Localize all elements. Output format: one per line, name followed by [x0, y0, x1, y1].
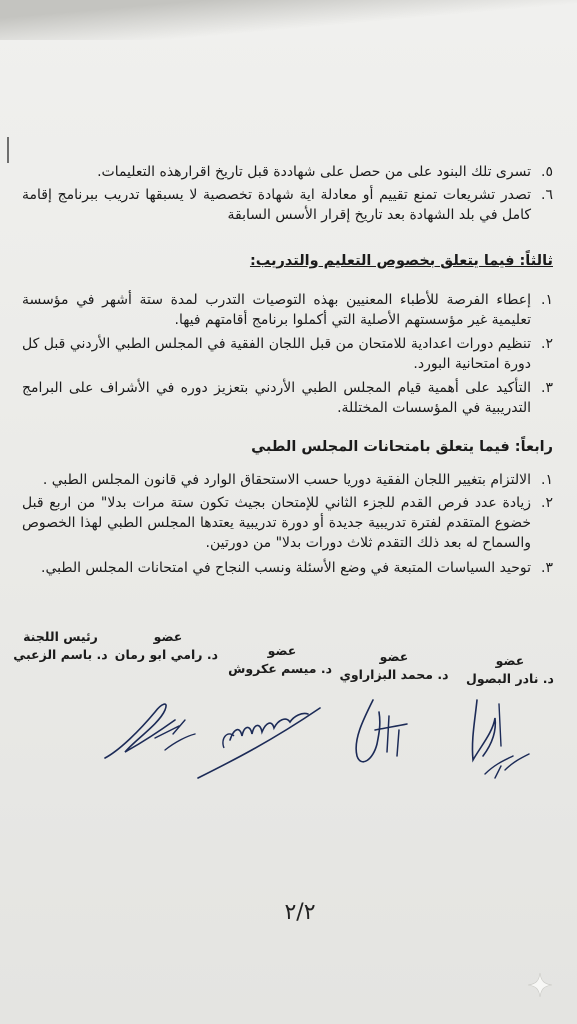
item-number: ٦. — [541, 187, 553, 203]
item-number: ٣. — [541, 380, 553, 396]
section-heading: ثالثاً: فيما يتعلق بخصوص التعليم والتدريب: — [249, 253, 553, 269]
signature-rami — [95, 690, 205, 770]
item-text: تسرى تلك البنود على من حصل على شهاددة قبل تاريخ اقرارهذه التعليمات. — [97, 164, 531, 180]
list-item — [22, 558, 553, 578]
list-item — [22, 378, 553, 418]
page-number: ٢/٢ — [284, 900, 316, 925]
item-text: التأكيد على أهمية قيام المجلس الطبي الأردني بتعزيز دوره في الأشراف على البرامج التدريبية في المؤسسات المختللة. — [22, 380, 531, 416]
signature-mohammad — [345, 690, 415, 780]
item-text: إعطاء الفرصة للأطباء المعنيين بهذه التوصيات التدرب لمدة ستة أشهر في مؤسسة تعليمية غير مؤسستهم الأصلية التي أكملوا برنامج أقامتهم فيها. — [22, 292, 531, 328]
item-text: الالتزام بتغيير اللجان الفقية دوريا حسب الاستحقاق الوارد في قانون المجلس الطبي . — [42, 472, 531, 488]
member-role: عضو — [495, 653, 525, 668]
item-number: ٥. — [541, 164, 553, 180]
list-item — [22, 493, 553, 553]
member-role: عضو — [379, 649, 409, 664]
list-item — [22, 470, 553, 490]
item-number: ٢. — [541, 495, 553, 511]
signature-maysam — [190, 690, 330, 785]
member — [114, 628, 218, 664]
list-item — [22, 334, 553, 374]
member-name: د. باسم الزعبي — [13, 647, 108, 662]
member-role: عضو — [153, 629, 183, 644]
member — [335, 648, 453, 684]
member — [228, 642, 332, 678]
item-text: تصدر تشريعات تمنع تقييم أو معادلة اية شهادة تخصصية لا يسبقها تدريب ببرنامج إقامة كامل في بلد الشهادة بعد تاريخ إقرار الأسس السابقة — [22, 187, 531, 223]
list-item — [22, 290, 553, 330]
item-number: ١. — [541, 292, 553, 308]
committee-members — [0, 628, 577, 688]
signature-nader — [455, 690, 540, 785]
item-number: ٣. — [541, 560, 553, 576]
background-edge — [0, 0, 577, 40]
item-text: توحيد السياسات المتبعة في وضع الأسئلة ونسب النجاح في امتحانات المجلس الطبي. — [41, 560, 531, 576]
member-name: د. نادر البصول — [466, 671, 554, 686]
item-text: زيادة عدد فرص القدم للجزء الثاني للإمتحان بجيث تكون ستة مرات بدلا" من اربع قبل خضوع المتقدم لفترة تدريبية جديدة أو دورة تدريبية يعتدها المجلس الطبي لهذا الخصوص والسماح له بعد ذلك التقدم ثلاث دورات بدلا" من دورتين. — [22, 495, 531, 551]
list-item — [22, 162, 553, 182]
member-name: د. رامي ابو رمان — [114, 647, 218, 662]
member-role: عضو — [267, 643, 297, 658]
item-number: ٢. — [541, 336, 553, 352]
list-item — [22, 185, 553, 225]
sparkle-icon — [527, 972, 553, 998]
member-name: د. محمد البزاراوي — [339, 667, 449, 682]
member — [455, 652, 565, 688]
item-number: ١. — [541, 472, 553, 488]
item-text: تنظيم دورات اعدادية للامتحان من قبل اللجان الفقية في المجلس الطبي الأردني قبل كل دورة امتحانية البورد. — [22, 336, 531, 372]
member-role: رئيس اللجنة — [23, 629, 98, 644]
member-chair — [8, 628, 113, 664]
section-heading: رابعاً: فيما يتعلق بامتحانات المجلس الطبي — [251, 439, 553, 455]
stray-pen-mark — [4, 135, 12, 165]
member-name: د. ميسم عكروش — [228, 661, 332, 676]
